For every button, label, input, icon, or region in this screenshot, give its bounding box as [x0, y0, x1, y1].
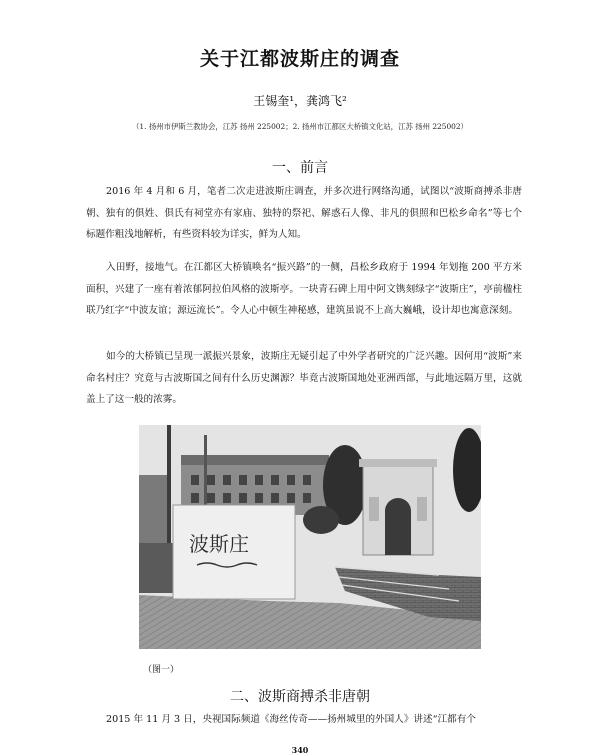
paragraph: 2015 年 11 月 3 日，央视国际频道《海丝传奇——扬州城里的外国人》讲述“江都有个	[106, 714, 476, 725]
figure-photo	[139, 425, 481, 649]
page-number: 340	[291, 745, 309, 755]
section-heading-2: 二、波斯商搏杀非唐朝	[230, 689, 370, 705]
section-heading-intro: 一、前言	[272, 160, 328, 176]
paragraph: 如今的大桥镇已呈现一派振兴景象，波斯庄无疑引起了中外学者研究的广泛兴趣。因何用“波斯”来命名村庄？究竟与古波斯国之间有什么历史渊源？毕竟古波斯国地处亚洲西部，与此地远隔万里，这就盖上了这一般的浓雾。	[86, 351, 522, 405]
figure-caption: （图一）	[143, 665, 180, 675]
author-affiliations: （1. 扬州市伊斯兰教协会，江苏 扬州 225002；2. 扬州市江都区大桥镇文化站，江苏 扬州 225002）	[132, 122, 468, 131]
paragraph: 入田野，接地气。在江都区大桥镇唤名“振兴路”的一侧，昌松乡政府于 1994 年划拖 200 平方米面积，兴建了一座有着浓郁阿拉伯风格的波斯亭。一块青石碑上用中阿文镌刻绿字“波斯庄”，亭前楹柱联乃红字“中波友谊；源远流长”。令人心中顿生神秘感，建筑虽说不上高大巍峨，设计却也寓意深刻。	[86, 262, 522, 316]
paragraph: 2016 年 4 月和 6 月，笔者二次走进波斯庄调查，并多次进行网络沟通，试图以“波斯商搏杀非唐朝、独有的俱姓、俱氏有祠堂亦有家庙、独特的祭祀、解惑石人像、非凡的俱照和巴松乡命名”等七个标题作粗浅地解析，有些资料较为详实，鲜为人知。	[86, 186, 522, 240]
article-title: 关于江都波斯庄的调查	[199, 48, 400, 70]
stone-inscription: 波斯庄	[189, 532, 249, 556]
author-line: 王锡奎¹，龚鸿飞²	[253, 94, 347, 108]
